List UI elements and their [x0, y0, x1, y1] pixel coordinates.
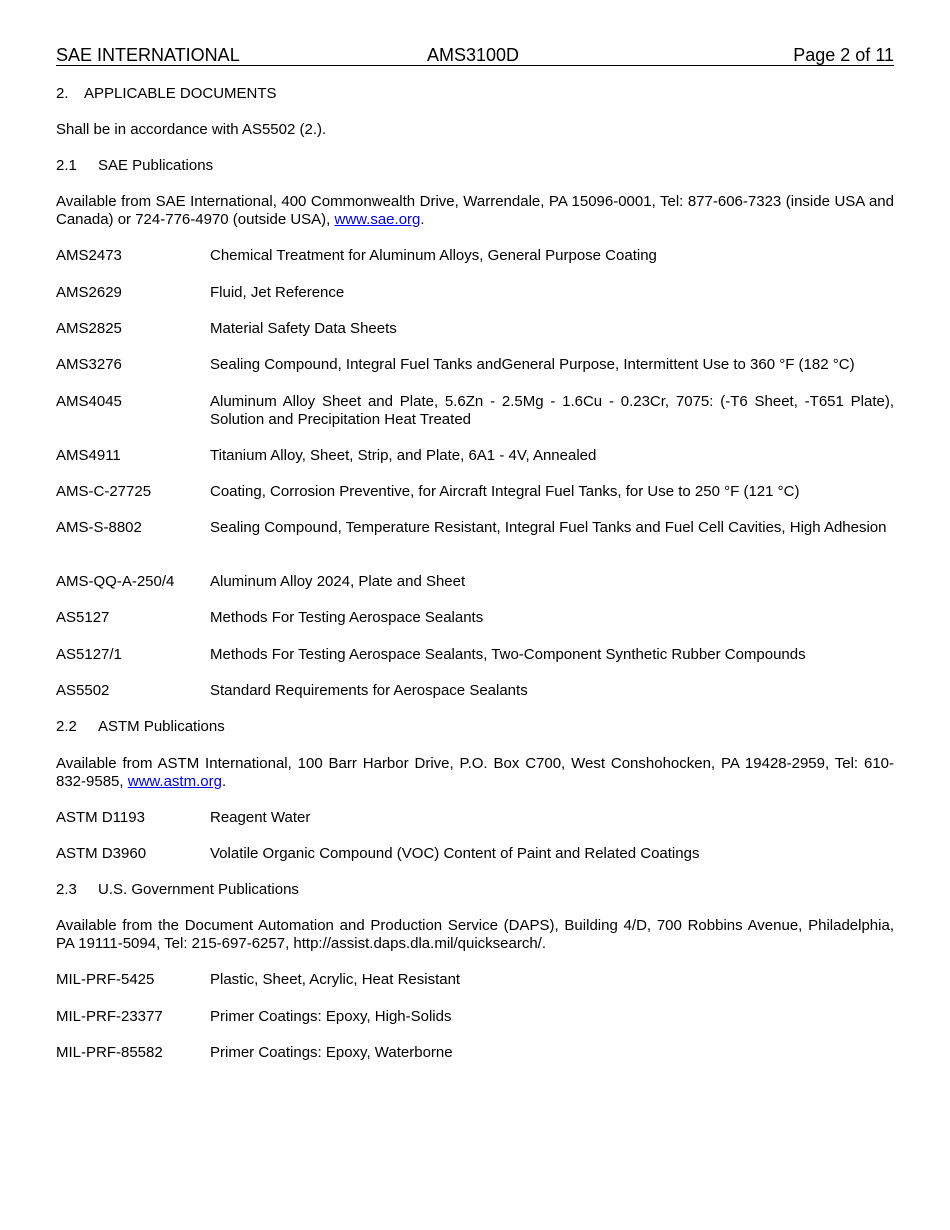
reference-title: Methods For Testing Aerospace Sealants, Two-Component Synthetic Rubber Compounds: [210, 646, 806, 663]
reference-code: AMS4045: [56, 393, 122, 410]
reference-code: MIL-PRF-5425: [56, 971, 155, 988]
reference-title: Standard Requirements for Aerospace Sealants: [210, 682, 528, 699]
reference-code: MIL-PRF-23377: [56, 1008, 163, 1025]
reference-title: Coating, Corrosion Preventive, for Aircraft Integral Fuel Tanks, for Use to 250 °F (121 °C): [210, 483, 800, 500]
page-header: [56, 45, 894, 66]
reference-title: Reagent Water: [210, 809, 311, 826]
reference-code: AS5502: [56, 682, 110, 699]
section-title: U.S. Government Publications: [98, 881, 299, 898]
reference-title: Material Safety Data Sheets: [210, 320, 397, 337]
section-heading-2-3: [56, 881, 894, 899]
reference-code: AMS2473: [56, 247, 122, 264]
reference-row: [56, 971, 894, 989]
availability-tail: .: [420, 211, 425, 228]
reference-title: Aluminum Alloy 2024, Plate and Sheet: [210, 573, 466, 590]
section-title: ASTM Publications: [98, 718, 225, 735]
reference-code: AMS2825: [56, 320, 122, 337]
section-number: 2.: [56, 85, 69, 102]
reference-row: [56, 1044, 894, 1062]
reference-code: AS5127: [56, 609, 110, 626]
section-number: 2.1: [56, 157, 77, 174]
reference-code: AMS-C-27725: [56, 483, 152, 500]
reference-title: Plastic, Sheet, Acrylic, Heat Resistant: [210, 971, 461, 988]
reference-row: [56, 320, 894, 338]
section-heading-2-1: [56, 157, 894, 175]
availability-text: Available from SAE International, 400 Commonwealth Drive, Warrendale, PA 15096-0001, Tel: 877-606-7323 (inside USA and Canada) or 724-776-4970 (outside USA),: [56, 193, 894, 228]
reference-row: [56, 845, 894, 863]
reference-title: Titanium Alloy, Sheet, Strip, and Plate, 6A1 - 4V, Annealed: [210, 447, 597, 464]
reference-row: [56, 809, 894, 827]
section-intro: Shall be in accordance with AS5502 (2.).: [56, 121, 327, 138]
reference-code: AMS2629: [56, 284, 122, 301]
header-document-number: AMS3100D: [427, 45, 520, 65]
reference-title: Methods For Testing Aerospace Sealants: [210, 609, 484, 626]
reference-row: [56, 1008, 894, 1026]
section-number: 2.2: [56, 718, 77, 735]
header-page-number: Page 2 of 11: [793, 45, 894, 65]
reference-code: MIL-PRF-85582: [56, 1044, 163, 1061]
section-title: SAE Publications: [98, 157, 214, 174]
availability-paragraph: [56, 755, 894, 791]
reference-code: AMS-QQ-A-250/4: [56, 573, 175, 590]
reference-row: [56, 519, 894, 537]
reference-title: Volatile Organic Compound (VOC) Content of Paint and Related Coatings: [210, 845, 700, 862]
reference-row: [56, 646, 894, 664]
reference-code: ASTM D1193: [56, 809, 145, 826]
reference-row: [56, 356, 894, 374]
reference-row: [56, 573, 894, 591]
reference-code: AS5127/1: [56, 646, 122, 663]
reference-title: Primer Coatings: Epoxy, Waterborne: [210, 1044, 453, 1061]
section-heading-2-2: [56, 718, 894, 736]
reference-title: Sealing Compound, Integral Fuel Tanks andGeneral Purpose, Intermittent Use to 360 °F (182 °C): [210, 356, 855, 373]
sae-website-link[interactable]: www.sae.org: [334, 211, 421, 228]
astm-website-link[interactable]: www.astm.org: [127, 773, 222, 790]
availability-text: Available from ASTM International, 100 Barr Harbor Drive, P.O. Box C700, West Conshohocken, PA 19428-2959, Tel: 610-832-9585,: [56, 755, 894, 790]
reference-row: [56, 284, 894, 302]
reference-title: Aluminum Alloy Sheet and Plate, 5.6Zn - 2.5Mg - 1.6Cu - 0.23Cr, 7075: (-T6 Sheet, -T651 Plate), Solution and Precipitation Heat Treated: [210, 393, 894, 428]
reference-code: ASTM D3960: [56, 845, 147, 862]
section-heading-2: [56, 85, 894, 103]
reference-row: [56, 247, 894, 265]
reference-code: AMS-S-8802: [56, 519, 142, 536]
reference-row: [56, 447, 894, 465]
header-organization: SAE INTERNATIONAL: [56, 45, 240, 65]
reference-row: [56, 483, 894, 501]
reference-code: AMS4911: [56, 447, 121, 464]
reference-code: AMS3276: [56, 356, 122, 373]
availability-tail: .: [221, 773, 227, 790]
reference-title: Fluid, Jet Reference: [210, 284, 345, 301]
availability-paragraph: Available from the Document Automation and Production Service (DAPS), Building 4/D, 700 Robbins Avenue, Philadelphia, PA 19111-5094, Tel: 215-697-6257, http://assist.daps.dla.mil/quicksearch/.: [56, 917, 894, 952]
reference-title: Sealing Compound, Temperature Resistant, Integral Fuel Tanks and Fuel Cell Cavities, High Adhesion: [210, 519, 887, 536]
reference-row: [56, 609, 894, 627]
section-title: APPLICABLE DOCUMENTS: [84, 85, 277, 102]
section-number: 2.3: [56, 881, 77, 898]
reference-row: [56, 682, 894, 700]
reference-title: Chemical Treatment for Aluminum Alloys, General Purpose Coating: [210, 247, 657, 264]
reference-row: [56, 393, 894, 429]
reference-title: Primer Coatings: Epoxy, High-Solids: [210, 1008, 452, 1025]
availability-paragraph: [56, 193, 894, 229]
